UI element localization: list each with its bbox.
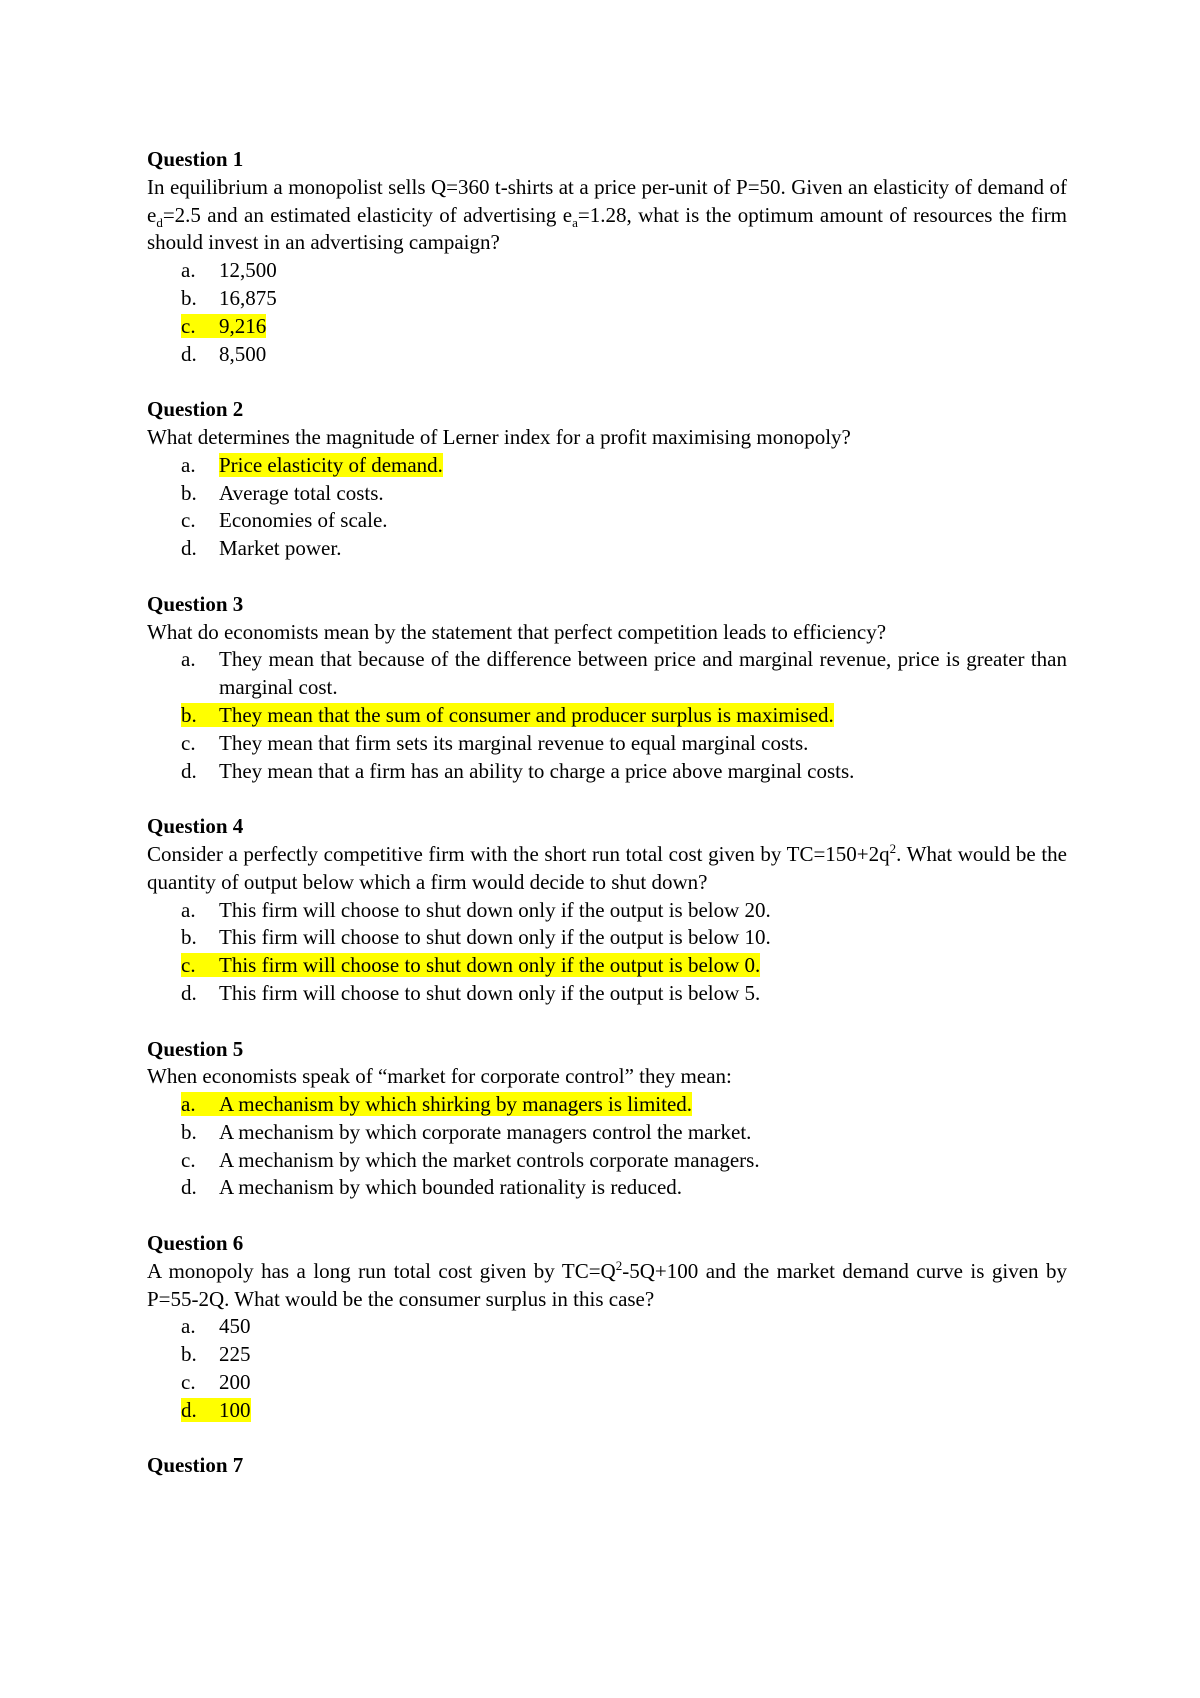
question-title: Question 7: [147, 1453, 244, 1478]
answer-option-d: d. Market power.: [181, 536, 342, 561]
answer-option-a-correct: a. Price elasticity of demand.: [181, 452, 443, 477]
answer-option-d: d. They mean that a firm has an ability to charge a price above marginal costs.: [181, 758, 855, 783]
answer-option-c-correct: c. 9,216: [181, 313, 267, 338]
answer-option-c: c. A mechanism by which the market controls corporate managers.: [181, 1147, 760, 1172]
question-6: [147, 1230, 1067, 1425]
question-title: Question 4: [147, 814, 244, 839]
question-text: What determines the magnitude of Lerner index for a profit maximising monopoly?: [147, 424, 851, 449]
question-5: [147, 1036, 1067, 1203]
answer-option-a-correct: a. A mechanism by which shirking by managers is limited.: [181, 1092, 693, 1117]
answer-option-a: a. 450: [181, 1314, 251, 1339]
answer-option-b-correct: b. They mean that the sum of consumer and producer surplus is maximised.: [181, 702, 834, 727]
question-7: [147, 1452, 1067, 1480]
question-title: Question 1: [147, 147, 244, 171]
question-title: Question 6: [147, 1231, 244, 1256]
question-title: Question 3: [147, 591, 244, 616]
answer-option-d: d. This firm will choose to shut down only if the output is below 5.: [181, 980, 761, 1005]
answer-option-b: b. 16,875: [181, 285, 277, 310]
answer-option-b: b. This firm will choose to shut down only if the output is below 10.: [181, 925, 771, 950]
answer-options: [147, 1313, 1067, 1424]
answer-option-a: a. This firm will choose to shut down only if the output is below 20.: [181, 897, 771, 922]
answer-option-d-correct: d. 100: [181, 1397, 251, 1422]
question-text: Consider a perfectly competitive firm with the short run total cost given by $TC=150+2q^2$. What would be the quantity of output below which a firm would decide to shut down?: [147, 840, 1067, 894]
question-text: What do economists mean by the statement that perfect competition leads to efficiency?: [147, 619, 887, 644]
document-page: [147, 146, 1067, 1508]
question-2: [147, 396, 1067, 563]
answer-options: [147, 257, 1067, 368]
question-1: [147, 146, 1067, 368]
answer-options: [147, 897, 1067, 1008]
answer-options: [147, 1091, 1067, 1202]
answer-option-c: c. They mean that firm sets its marginal revenue to equal marginal costs.: [181, 730, 809, 755]
answer-option-b: b. A mechanism by which corporate managers control the market.: [181, 1119, 752, 1144]
answer-option-c: c. 200: [181, 1370, 251, 1395]
question-text: A monopoly has a long run total cost given by $TC=Q^2-5Q+100$ and the market demand curve is given by P=55-2Q. What would be the consumer surplus in this case?: [147, 1257, 1067, 1311]
answer-option-c: c. Economies of scale.: [181, 508, 388, 533]
question-3: [147, 591, 1067, 786]
answer-option-a: a. They mean that because of the difference between price and marginal revenue, price is greater than marginal cost.: [181, 647, 1067, 700]
question-text: In equilibrium a monopolist sells Q=360 t-shirts at a price per-unit of P=50. Given an elasticity of demand of $e_d=2.5$ and an estimated elasticity of advertising $e_a=1.28$, what is the optimum amount of resources the firm should invest in an advertising campaign?: [147, 174, 1067, 255]
answer-option-b: b. Average total costs.: [181, 480, 384, 505]
answer-option-a: a. 12,500: [181, 258, 277, 283]
answer-option-d: d. 8,500: [181, 341, 267, 366]
question-4: [147, 813, 1067, 1008]
question-text: When economists speak of “market for corporate control” they mean:: [147, 1064, 732, 1089]
answer-option-c-correct: c. This firm will choose to shut down only if the output is below 0.: [181, 953, 761, 978]
answer-options: [147, 646, 1067, 785]
question-title: Question 2: [147, 397, 244, 422]
answer-option-b: b. 225: [181, 1342, 251, 1367]
answer-option-d: d. A mechanism by which bounded rationality is reduced.: [181, 1175, 683, 1200]
question-title: Question 5: [147, 1036, 244, 1061]
answer-options: [147, 452, 1067, 563]
